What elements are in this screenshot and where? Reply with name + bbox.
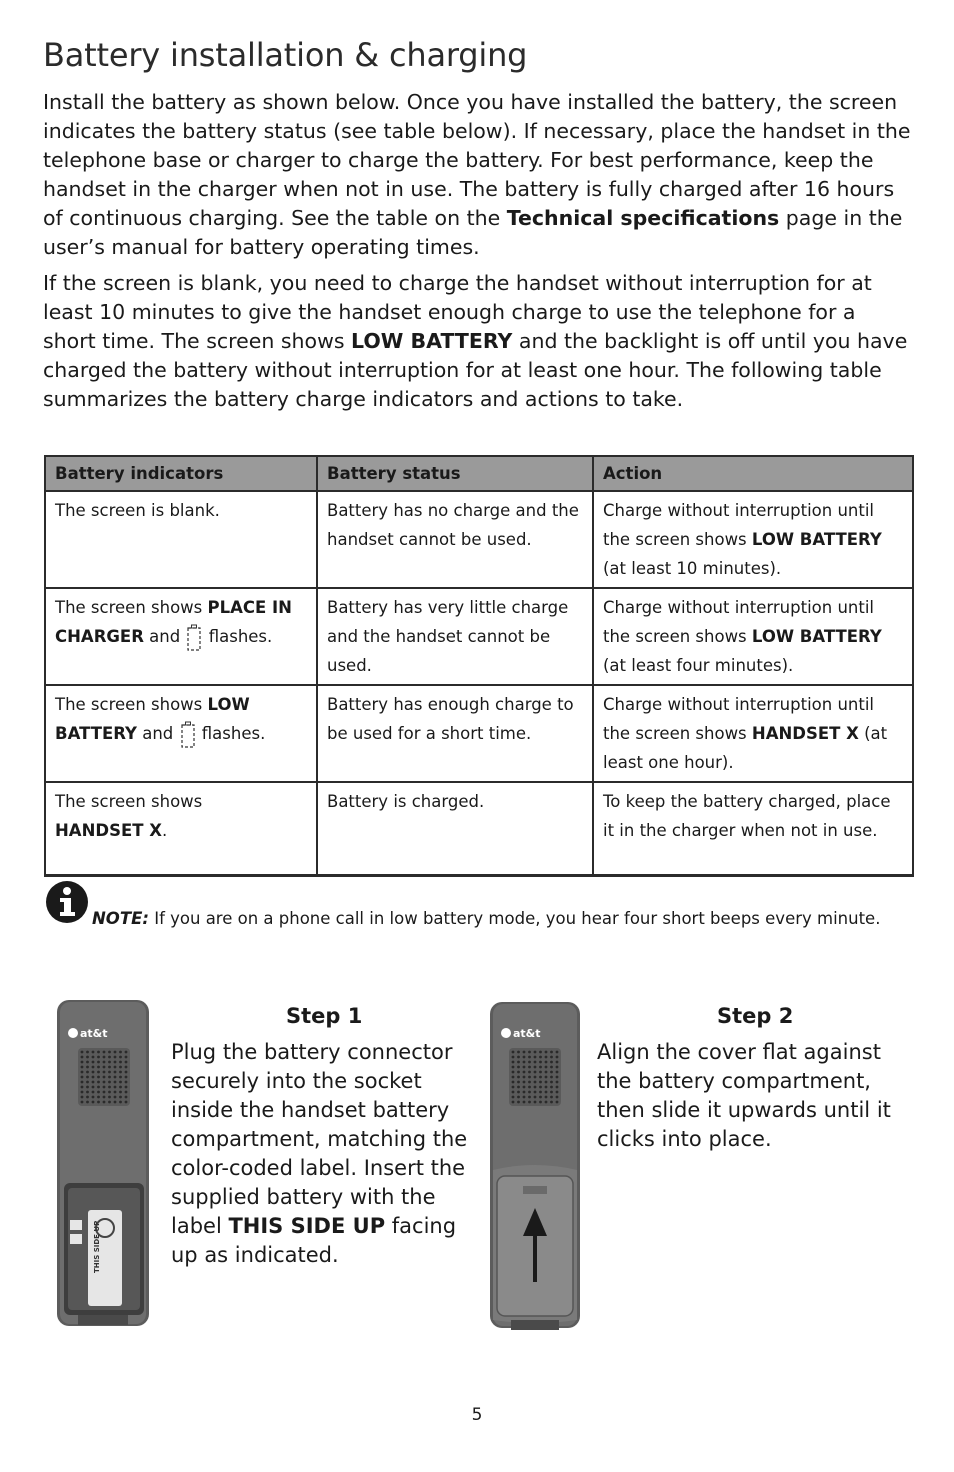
- status-cell: Battery is charged.: [317, 782, 593, 876]
- speaker-grille-dot: [550, 1056, 553, 1059]
- intro-text-2: page in the user’s manual for battery operating times.: [43, 206, 903, 259]
- speaker-grille-dot: [528, 1061, 531, 1064]
- speaker-grille-dot: [86, 1051, 89, 1054]
- brand-logo: at&t: [80, 1027, 108, 1040]
- speaker-grille-dot: [108, 1061, 111, 1064]
- speaker-grille-dot: [512, 1066, 515, 1069]
- indicator-bold: LOW BATTERY: [55, 695, 250, 743]
- speaker-grille-dot: [114, 1056, 117, 1059]
- speaker-grille-dot: [86, 1096, 89, 1099]
- speaker-grille-dot: [550, 1091, 553, 1094]
- speaker-grille-dot: [528, 1091, 531, 1094]
- speaker-grille-dot: [512, 1061, 515, 1064]
- speaker-grille-dot: [119, 1076, 122, 1079]
- speaker-grille-dot: [81, 1066, 84, 1069]
- step-1-text: [171, 1038, 481, 1270]
- speaker-grille-dot: [528, 1071, 531, 1074]
- speaker-grille-dot: [517, 1061, 520, 1064]
- table-row: [45, 782, 913, 876]
- speaker-grille-dot: [119, 1086, 122, 1089]
- speaker-grille-dot: [92, 1061, 95, 1064]
- indicator-text: The screen shows: [55, 695, 208, 714]
- speaker-grille-dot: [97, 1061, 100, 1064]
- speaker-grille-dot: [108, 1091, 111, 1094]
- speaker-grille-dot: [556, 1061, 559, 1064]
- speaker-grille-dot: [114, 1061, 117, 1064]
- speaker-grille-dot: [92, 1071, 95, 1074]
- note-text: [92, 907, 892, 931]
- speaker-grille-dot: [534, 1096, 537, 1099]
- speaker-grille-dot: [528, 1051, 531, 1054]
- speaker-grille-dot: [119, 1101, 122, 1104]
- speaker-grille-dot: [523, 1076, 526, 1079]
- speaker-grille-dot: [103, 1096, 106, 1099]
- speaker-grille-dot: [550, 1051, 553, 1054]
- action-cell: [593, 685, 913, 782]
- speaker-grille-dot: [534, 1051, 537, 1054]
- speaker-grille-dot: [125, 1051, 128, 1054]
- speaker-grille-dot: [114, 1081, 117, 1084]
- speaker-grille-dot: [512, 1086, 515, 1089]
- indicator-text-end: flashes.: [196, 724, 266, 743]
- speaker-grille-dot: [97, 1081, 100, 1084]
- action-text-end: (at least one hour).: [603, 724, 888, 772]
- speaker-grille-dot: [517, 1086, 520, 1089]
- intro-paragraph: [43, 88, 913, 262]
- speaker-grille-dot: [539, 1051, 542, 1054]
- speaker-grille-dot: [86, 1086, 89, 1089]
- speaker-grille-dot: [556, 1051, 559, 1054]
- speaker-grille-dot: [539, 1101, 542, 1104]
- speaker-grille-dot: [81, 1061, 84, 1064]
- speaker-grille-dot: [534, 1066, 537, 1069]
- speaker-grille-dot: [97, 1076, 100, 1079]
- speaker-grille-dot: [517, 1066, 520, 1069]
- speaker-grille-dot: [81, 1101, 84, 1104]
- action-cell: [593, 782, 913, 876]
- speaker-grille-dot: [539, 1061, 542, 1064]
- speaker-grille-dot: [545, 1101, 548, 1104]
- speaker-grille-dot: [528, 1086, 531, 1089]
- speaker-grille-dot: [114, 1076, 117, 1079]
- low-battery-term: LOW BATTERY: [351, 329, 513, 353]
- speaker-grille-dot: [86, 1076, 89, 1079]
- speaker-grille-dot: [92, 1076, 95, 1079]
- speaker-grille-dot: [550, 1086, 553, 1089]
- speaker-grille-dot: [108, 1066, 111, 1069]
- speaker-grille-dot: [92, 1101, 95, 1104]
- speaker-grille-dot: [534, 1076, 537, 1079]
- speaker-grille-dot: [114, 1091, 117, 1094]
- speaker-grille-dot: [550, 1081, 553, 1084]
- speaker-grille-dot: [92, 1051, 95, 1054]
- speaker-grille-dot: [103, 1051, 106, 1054]
- speaker-grille-dot: [97, 1091, 100, 1094]
- speaker-grille-dot: [534, 1061, 537, 1064]
- indicator-bold: PLACE IN CHARGER: [55, 598, 292, 646]
- speaker-grille-dot: [545, 1066, 548, 1069]
- blank-text-2: and the backlight is off until you have charged the battery without interruption for at least one hour. The following table summarizes the battery charge indicators and actions to take.: [43, 329, 908, 411]
- speaker-grille-dot: [114, 1071, 117, 1074]
- speaker-grille-dot: [81, 1056, 84, 1059]
- header-battery-status: Battery status: [317, 456, 593, 491]
- speaker-grille-dot: [545, 1086, 548, 1089]
- speaker-grille-dot: [86, 1061, 89, 1064]
- speaker-grille-dot: [517, 1051, 520, 1054]
- speaker-grille-dot: [550, 1066, 553, 1069]
- page-number: 5: [471, 1405, 483, 1425]
- speaker-grille-dot: [545, 1051, 548, 1054]
- indicator-text-mid: and: [143, 627, 186, 646]
- handset-battery-illustration: [56, 998, 150, 1328]
- speaker-grille-dot: [119, 1066, 122, 1069]
- speaker-grille-dot: [512, 1091, 515, 1094]
- speaker-grille-dot: [517, 1101, 520, 1104]
- indicator-text-mid: and: [136, 724, 179, 743]
- speaker-grille-dot: [556, 1096, 559, 1099]
- action-text-end: (at least four minutes).: [603, 656, 794, 675]
- speaker-grille-dot: [539, 1096, 542, 1099]
- speaker-grille-dot: [523, 1091, 526, 1094]
- indicator-cell: [45, 782, 317, 876]
- speaker-grille-dot: [125, 1056, 128, 1059]
- speaker-grille-dot: [81, 1076, 84, 1079]
- note-body: If you are on a phone call in low battery mode, you hear four short beeps every minute.: [148, 909, 881, 928]
- speaker-grille-dot: [125, 1096, 128, 1099]
- speaker-grille-dot: [114, 1051, 117, 1054]
- table-row: [45, 588, 913, 685]
- speaker-grille-dot: [125, 1066, 128, 1069]
- indicator-text: The screen shows: [55, 792, 203, 811]
- speaker-grille-dot: [81, 1086, 84, 1089]
- speaker-grille-dot: [97, 1071, 100, 1074]
- indicator-cell: [45, 588, 317, 685]
- action-bold: LOW BATTERY: [751, 530, 882, 549]
- action-bold: HANDSET X: [751, 724, 859, 743]
- table-row: [45, 491, 913, 588]
- blank-screen-paragraph: [43, 269, 913, 414]
- speaker-grille-dot: [86, 1066, 89, 1069]
- action-text: Charge without interruption until the screen shows: [603, 695, 875, 743]
- speaker-grille-dot: [114, 1086, 117, 1089]
- speaker-grille-dot: [534, 1071, 537, 1074]
- action-text: To keep the battery charged, place it in the charger when not in use.: [603, 792, 891, 840]
- table-header-row: [45, 456, 913, 491]
- speaker-grille-dot: [114, 1096, 117, 1099]
- speaker-grille-dot: [528, 1056, 531, 1059]
- speaker-grille-dot: [528, 1066, 531, 1069]
- speaker-grille-dot: [539, 1071, 542, 1074]
- speaker-grille-dot: [86, 1081, 89, 1084]
- speaker-grille-dot: [97, 1066, 100, 1069]
- speaker-grille-dot: [545, 1071, 548, 1074]
- speaker-grille-dot: [119, 1051, 122, 1054]
- info-icon: [45, 880, 89, 924]
- speaker-grille-dot: [534, 1081, 537, 1084]
- speaker-grille-dot: [92, 1056, 95, 1059]
- speaker-grille-dot: [534, 1086, 537, 1089]
- speaker-grille-dot: [86, 1056, 89, 1059]
- indicator-text-end: flashes.: [203, 627, 273, 646]
- speaker-grille-dot: [523, 1051, 526, 1054]
- speaker-grille-dot: [556, 1056, 559, 1059]
- speaker-grille-dot: [92, 1096, 95, 1099]
- header-action: Action: [593, 456, 913, 491]
- speaker-grille-dot: [523, 1081, 526, 1084]
- speaker-grille-dot: [523, 1071, 526, 1074]
- speaker-grille-dot: [512, 1076, 515, 1079]
- speaker-grille-dot: [539, 1091, 542, 1094]
- speaker-grille-dot: [512, 1101, 515, 1104]
- page-title: Battery installation & charging: [43, 36, 528, 74]
- speaker-grille-dot: [550, 1096, 553, 1099]
- speaker-grille-dot: [81, 1051, 84, 1054]
- action-bold: LOW BATTERY: [751, 627, 882, 646]
- speaker-grille-dot: [108, 1076, 111, 1079]
- speaker-grille-dot: [108, 1056, 111, 1059]
- speaker-grille-dot: [119, 1096, 122, 1099]
- speaker-grille-dot: [517, 1081, 520, 1084]
- speaker-grille-dot: [119, 1061, 122, 1064]
- battery-indicator-table: [44, 455, 914, 877]
- speaker-grille-dot: [550, 1061, 553, 1064]
- speaker-grille-dot: [550, 1101, 553, 1104]
- speaker-grille-dot: [556, 1076, 559, 1079]
- speaker-grille-dot: [92, 1066, 95, 1069]
- speaker-grille-dot: [539, 1066, 542, 1069]
- empty-battery-icon: [187, 624, 201, 651]
- speaker-grille-dot: [86, 1091, 89, 1094]
- speaker-grille-dot: [512, 1071, 515, 1074]
- action-text: Charge without interruption until the screen shows: [603, 598, 875, 646]
- handset-cover-illustration: [489, 1000, 581, 1332]
- step-2-heading: Step 2: [717, 1004, 794, 1028]
- indicator-bold: HANDSET X: [55, 821, 162, 840]
- speaker-grille-dot: [523, 1101, 526, 1104]
- speaker-grille-dot: [556, 1071, 559, 1074]
- action-text-end: (at least 10 minutes).: [603, 559, 782, 578]
- speaker-grille-dot: [517, 1091, 520, 1094]
- speaker-grille-dot: [108, 1051, 111, 1054]
- speaker-grille-dot: [539, 1081, 542, 1084]
- speaker-grille-dot: [523, 1061, 526, 1064]
- speaker-grille-dot: [97, 1101, 100, 1104]
- speaker-grille-dot: [545, 1081, 548, 1084]
- speaker-grille-dot: [539, 1076, 542, 1079]
- speaker-grille-dot: [545, 1091, 548, 1094]
- speaker-grille-dot: [103, 1101, 106, 1104]
- speaker-grille-dot: [512, 1051, 515, 1054]
- step-1-heading: Step 1: [286, 1004, 363, 1028]
- speaker-grille-dot: [534, 1101, 537, 1104]
- speaker-grille-dot: [125, 1071, 128, 1074]
- indicator-text: The screen is blank.: [55, 501, 220, 520]
- speaker-grille-dot: [103, 1066, 106, 1069]
- speaker-grille-dot: [92, 1081, 95, 1084]
- tech-specs-ref: Technical specifications: [506, 206, 780, 230]
- step-2-text: [597, 1038, 917, 1154]
- step-1-body-end: facing up as indicated.: [171, 1214, 457, 1267]
- speaker-grille-dot: [103, 1081, 106, 1084]
- speaker-grille-dot: [81, 1096, 84, 1099]
- speaker-grille-dot: [539, 1086, 542, 1089]
- speaker-grille-dot: [528, 1101, 531, 1104]
- speaker-grille-dot: [92, 1091, 95, 1094]
- speaker-grille-dot: [81, 1091, 84, 1094]
- speaker-grille-dot: [103, 1091, 106, 1094]
- speaker-grille-dot: [545, 1056, 548, 1059]
- speaker-grille-dot: [81, 1071, 84, 1074]
- action-cell: [593, 588, 913, 685]
- speaker-grille-dot: [512, 1081, 515, 1084]
- speaker-grille-dot: [119, 1056, 122, 1059]
- speaker-grille-dot: [119, 1071, 122, 1074]
- speaker-grille-dot: [523, 1066, 526, 1069]
- speaker-grille-dot: [512, 1056, 515, 1059]
- speaker-grille-dot: [556, 1066, 559, 1069]
- speaker-grille-dot: [97, 1086, 100, 1089]
- brand-logo: at&t: [513, 1027, 541, 1040]
- speaker-grille-dot: [517, 1071, 520, 1074]
- speaker-grille-dot: [103, 1086, 106, 1089]
- speaker-grille-dot: [556, 1101, 559, 1104]
- speaker-grille-dot: [528, 1096, 531, 1099]
- speaker-grille-dot: [103, 1076, 106, 1079]
- speaker-grille-dot: [81, 1081, 84, 1084]
- speaker-grille-dot: [108, 1086, 111, 1089]
- speaker-grille-dot: [97, 1056, 100, 1059]
- speaker-grille-dot: [114, 1101, 117, 1104]
- speaker-grille-dot: [119, 1091, 122, 1094]
- action-text: Charge without interruption until the screen shows: [603, 501, 875, 549]
- speaker-grille-dot: [114, 1066, 117, 1069]
- action-cell: [593, 491, 913, 588]
- this-side-up-term: THIS SIDE UP: [228, 1214, 386, 1238]
- intro-text-1: Install the battery as shown below. Once you have installed the battery, the screen indicates the battery status (see table below). If necessary, place the handset in the telephone base or charger to charge the battery. For best performance, keep the handset in the charger when not in use. The battery is fully charged after 16 hours of continuous charging. See the table on the: [43, 90, 911, 230]
- speaker-grille-dot: [534, 1091, 537, 1094]
- speaker-grille-dot: [556, 1091, 559, 1094]
- speaker-grille-dot: [523, 1056, 526, 1059]
- speaker-grille-dot: [556, 1086, 559, 1089]
- speaker-grille-dot: [125, 1091, 128, 1094]
- indicator-text-end: .: [161, 821, 168, 840]
- header-battery-indicators: Battery indicators: [45, 456, 317, 491]
- table-row: [45, 685, 913, 782]
- speaker-grille-dot: [550, 1071, 553, 1074]
- status-cell: Battery has very little charge and the handset cannot be used.: [317, 588, 593, 685]
- speaker-grille-dot: [534, 1056, 537, 1059]
- speaker-grille-dot: [512, 1096, 515, 1099]
- indicator-cell: [45, 491, 317, 588]
- speaker-grille-dot: [545, 1061, 548, 1064]
- speaker-grille-dot: [125, 1061, 128, 1064]
- speaker-grille-dot: [125, 1101, 128, 1104]
- indicator-text: The screen shows: [55, 598, 208, 617]
- speaker-grille-dot: [108, 1081, 111, 1084]
- step-2-body: Align the cover flat against the battery compartment, then slide it upwards until it clicks into place.: [597, 1040, 891, 1151]
- speaker-grille-dot: [119, 1081, 122, 1084]
- speaker-grille-dot: [523, 1086, 526, 1089]
- speaker-grille-dot: [125, 1086, 128, 1089]
- speaker-grille-dot: [92, 1086, 95, 1089]
- speaker-grille-dot: [103, 1071, 106, 1074]
- status-cell: Battery has no charge and the handset cannot be used.: [317, 491, 593, 588]
- speaker-grille-dot: [86, 1101, 89, 1104]
- speaker-grille-dot: [103, 1056, 106, 1059]
- indicator-cell: [45, 685, 317, 782]
- speaker-grille-dot: [108, 1101, 111, 1104]
- speaker-grille-dot: [108, 1096, 111, 1099]
- speaker-grille-dot: [545, 1096, 548, 1099]
- blank-text-1: If the screen is blank, you need to charge the handset without interruption for at least 10 minutes to give the handset enough charge to use the telephone for a short time. The screen shows: [43, 271, 872, 353]
- speaker-grille-dot: [125, 1076, 128, 1079]
- speaker-grille-dot: [86, 1071, 89, 1074]
- speaker-grille-dot: [97, 1096, 100, 1099]
- speaker-grille-dot: [523, 1096, 526, 1099]
- speaker-grille-dot: [528, 1081, 531, 1084]
- speaker-grille-dot: [125, 1081, 128, 1084]
- note-label: NOTE:: [92, 909, 149, 928]
- speaker-grille-dot: [517, 1056, 520, 1059]
- status-cell: Battery has enough charge to be used for a short time.: [317, 685, 593, 782]
- speaker-grille-dot: [517, 1076, 520, 1079]
- speaker-grille-dot: [539, 1056, 542, 1059]
- speaker-grille-dot: [545, 1076, 548, 1079]
- speaker-grille-dot: [528, 1076, 531, 1079]
- speaker-grille-dot: [97, 1051, 100, 1054]
- speaker-grille-dot: [550, 1076, 553, 1079]
- step-1-body: Plug the battery connector securely into the socket inside the handset battery compartment, matching the color-coded label. Insert the supplied battery with the label: [171, 1040, 468, 1238]
- speaker-grille-dot: [108, 1071, 111, 1074]
- battery-label: THIS SIDE UP: [93, 1220, 101, 1273]
- empty-battery-icon: [181, 721, 195, 748]
- speaker-grille-dot: [517, 1096, 520, 1099]
- speaker-grille-dot: [556, 1081, 559, 1084]
- speaker-grille-dot: [103, 1061, 106, 1064]
